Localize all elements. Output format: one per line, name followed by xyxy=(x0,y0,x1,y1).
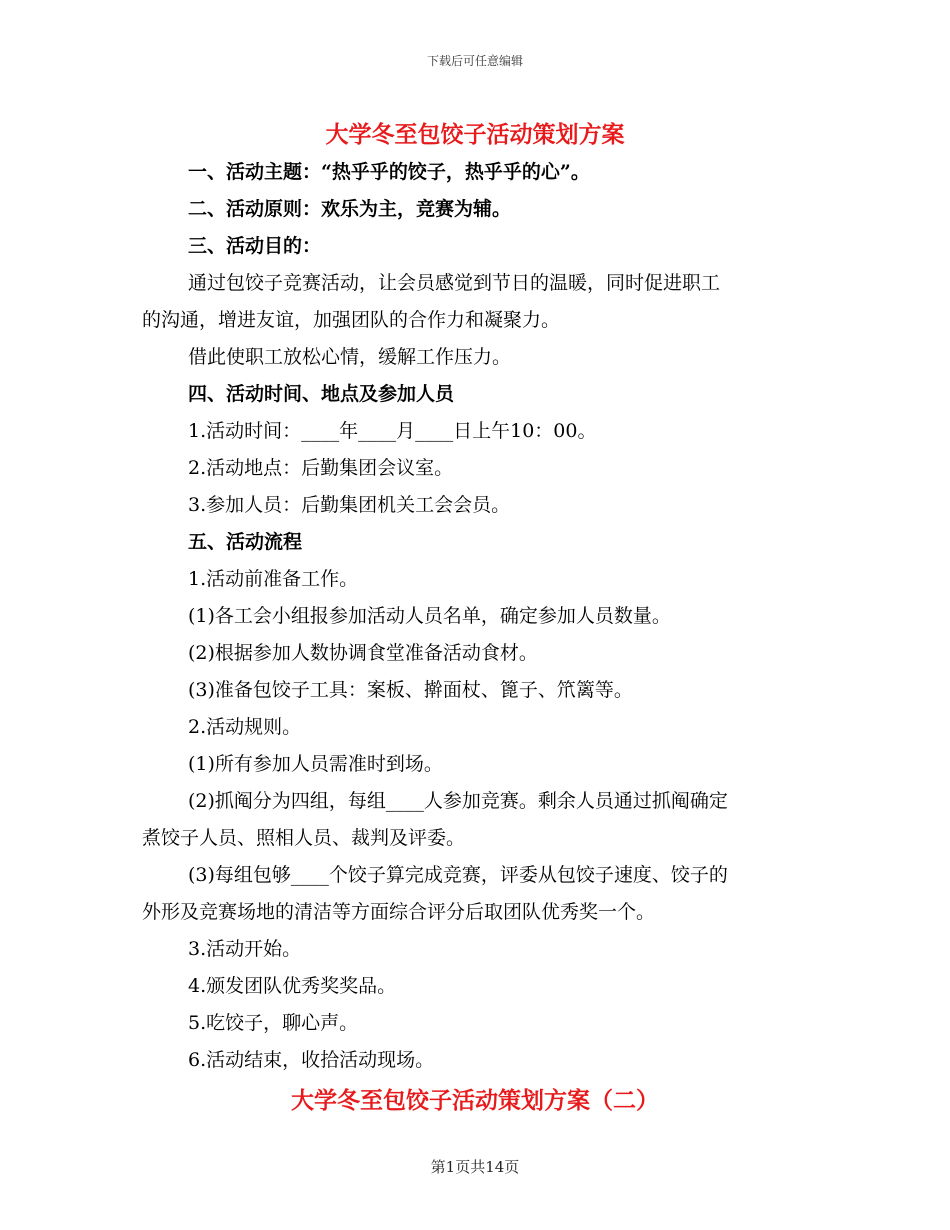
paragraph-line: 借此使职工放松心情，缓解工作压力。 xyxy=(188,346,512,368)
page-header-note: 下载后可任意编辑 xyxy=(426,54,523,68)
section-heading-purpose: 三、活动目的： xyxy=(188,235,322,257)
paragraph-line: 的沟通，增进友谊，加强团队的合作力和凝聚力。 xyxy=(142,309,561,331)
list-item: 4.颁发团队优秀奖奖品。 xyxy=(188,975,397,997)
page-number: 第1页共14页 xyxy=(430,1158,520,1176)
list-item: (3)准备包饺子工具：案板、擀面杖、篦子、笊篱等。 xyxy=(188,679,633,701)
section-heading-time-place: 四、活动时间、地点及参加人员 xyxy=(188,383,455,405)
list-item: 5.吃饺子，聊心声。 xyxy=(188,1012,359,1034)
list-item: (2)根据参加人数协调食堂准备活动食材。 xyxy=(188,642,538,664)
list-item: 3.参加人员：后勤集团机关工会会员。 xyxy=(188,494,511,516)
list-item: 1.活动时间：____年____月____日上午10：00。 xyxy=(188,420,597,442)
section-heading-principle: 二、活动原则：欢乐为主，竞赛为辅。 xyxy=(188,198,512,220)
list-item-continued: 外形及竞赛场地的清洁等方面综合评分后取团队优秀奖一个。 xyxy=(142,901,656,923)
list-item: 1.活动前准备工作。 xyxy=(188,568,359,590)
section-heading-process: 五、活动流程 xyxy=(188,531,303,553)
list-item: (1)各工会小组报参加活动人员名单，确定参加人员数量。 xyxy=(188,605,671,627)
list-item: 2.活动规则。 xyxy=(188,716,302,738)
document-title: 大学冬至包饺子活动策划方案 xyxy=(325,121,625,148)
list-item: (3)每组包够____个饺子算完成竞赛，评委从包饺子速度、饺子的 xyxy=(188,864,728,886)
section-heading-theme: 一、活动主题：“热乎乎的饺子，热乎乎的心”。 xyxy=(188,161,590,183)
paragraph-line: 通过包饺子竞赛活动，让会员感觉到节日的温暖，同时促进职工 xyxy=(188,272,721,294)
list-item: (1)所有参加人员需准时到场。 xyxy=(188,753,443,775)
list-item-continued: 煮饺子人员、照相人员、裁判及评委。 xyxy=(142,827,466,849)
second-document-title: 大学冬至包饺子活动策划方案（二） xyxy=(291,1087,659,1114)
list-item: 6.活动结束，收拾活动现场。 xyxy=(188,1049,435,1071)
list-item: 3.活动开始。 xyxy=(188,938,302,960)
list-item: (2)抓阄分为四组，每组____人参加竞赛。剩余人员通过抓阄确定 xyxy=(188,790,728,812)
list-item: 2.活动地点：后勤集团会议室。 xyxy=(188,457,454,479)
